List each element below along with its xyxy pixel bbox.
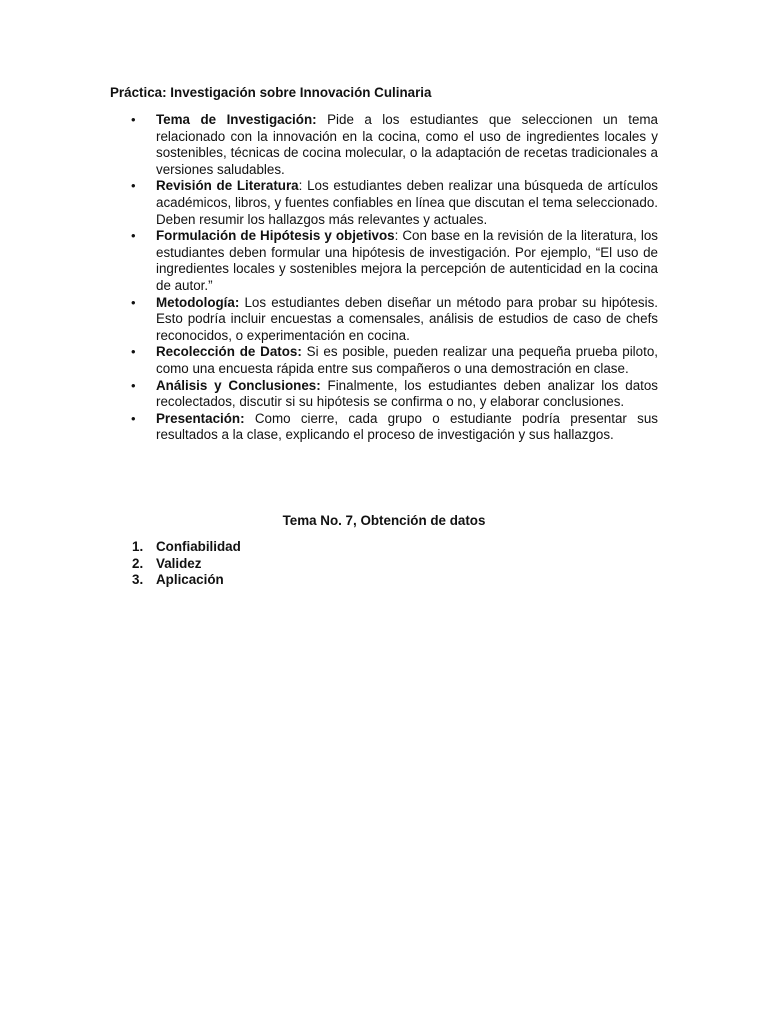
numbered-item-label: Aplicación: [156, 572, 224, 588]
bullet-icon: •: [131, 344, 136, 360]
bullet-icon: •: [131, 228, 136, 244]
list-number: 2.: [132, 555, 144, 571]
bullet-icon: •: [131, 410, 136, 426]
bullet-item-formulacion: [131, 228, 658, 294]
bullet-term: Revisión de Literatura: [156, 178, 299, 194]
bullet-icon: •: [131, 294, 136, 310]
bullet-item-revision: [131, 178, 658, 228]
list-number: 3.: [132, 572, 144, 588]
bullet-term: Metodología:: [156, 294, 240, 310]
bullet-text: Finalmente, los estudiantes deben analizar los datos recolectados, discutir si su hipótesis se confirma o no, y elaborar conclusiones.: [156, 377, 658, 410]
bullet-term: Tema de Investigación:: [156, 112, 317, 127]
bullet-icon: •: [131, 112, 136, 127]
bullet-list: [0, 112, 768, 444]
numbered-item-confiabilidad: [132, 539, 241, 556]
numbered-item-validez: [132, 555, 241, 573]
numbered-item-label: Confiabilidad: [156, 539, 241, 554]
bullet-term: Análisis y Conclusiones:: [156, 377, 321, 393]
bullet-icon: •: [131, 178, 136, 194]
bullet-text: : Los estudiantes deben realizar una búsqueda de artículos académicos, libros, y fuentes confiables en línea que discutan el tema seleccionado. Deben resumir los hallazgos más relevantes y actuales.: [156, 178, 658, 227]
bullet-item-tema: [131, 112, 659, 178]
bullet-item-metodologia: [131, 294, 658, 345]
section-heading: Tema No. 7, Obtención de datos: [282, 513, 486, 528]
bullet-text: Si es posible, pueden realizar una pequeña prueba piloto, como una encuesta rápida entre sus compañeros o una demostración en clase.: [156, 344, 658, 376]
bullet-term: Presentación:: [156, 410, 245, 426]
bullet-text: Pide a los estudiantes que seleccionen un tema relacionado con la innovación en la cocina, como el uso de ingredientes locales y sostenibles, técnicas de cocina molecular, o la adaptación de recetas tradicionales a versiones saludables.: [156, 112, 659, 177]
bullet-item-analisis: [131, 377, 658, 411]
numbered-list: [0, 539, 241, 589]
document-title: Práctica: Investigación sobre Innovación Culinaria: [110, 85, 432, 100]
bullet-icon: •: [131, 377, 136, 393]
bullet-text: Los estudiantes deben diseñar un método para probar su hipótesis. Esto podría incluir encuestas a comensales, análisis de estudios de caso de chefs reconocidos, o experimentación en cocina.: [156, 294, 658, 343]
list-number: 1.: [132, 539, 144, 554]
bullet-item-presentacion: [131, 410, 658, 444]
bullet-term: Formulación de Hipótesis y objetivos: [156, 228, 395, 244]
bullet-text: : Con base en la revisión de la literatura, los estudiantes deben formular una hipótesis de investigación. Por ejemplo, “El uso de ingredientes locales y sostenibles mejora la percepción de autenticidad en la cocina de autor.”: [156, 228, 658, 293]
bullet-text: Como cierre, cada grupo o estudiante podría presentar sus resultados a la clase, explicando el proceso de investigación y sus hallazgos.: [156, 410, 658, 443]
bullet-term: Recolección de Datos:: [156, 344, 302, 360]
numbered-item-label: Validez: [156, 555, 202, 571]
bullet-item-recoleccion: [131, 344, 658, 377]
numbered-item-aplicacion: [132, 572, 241, 589]
